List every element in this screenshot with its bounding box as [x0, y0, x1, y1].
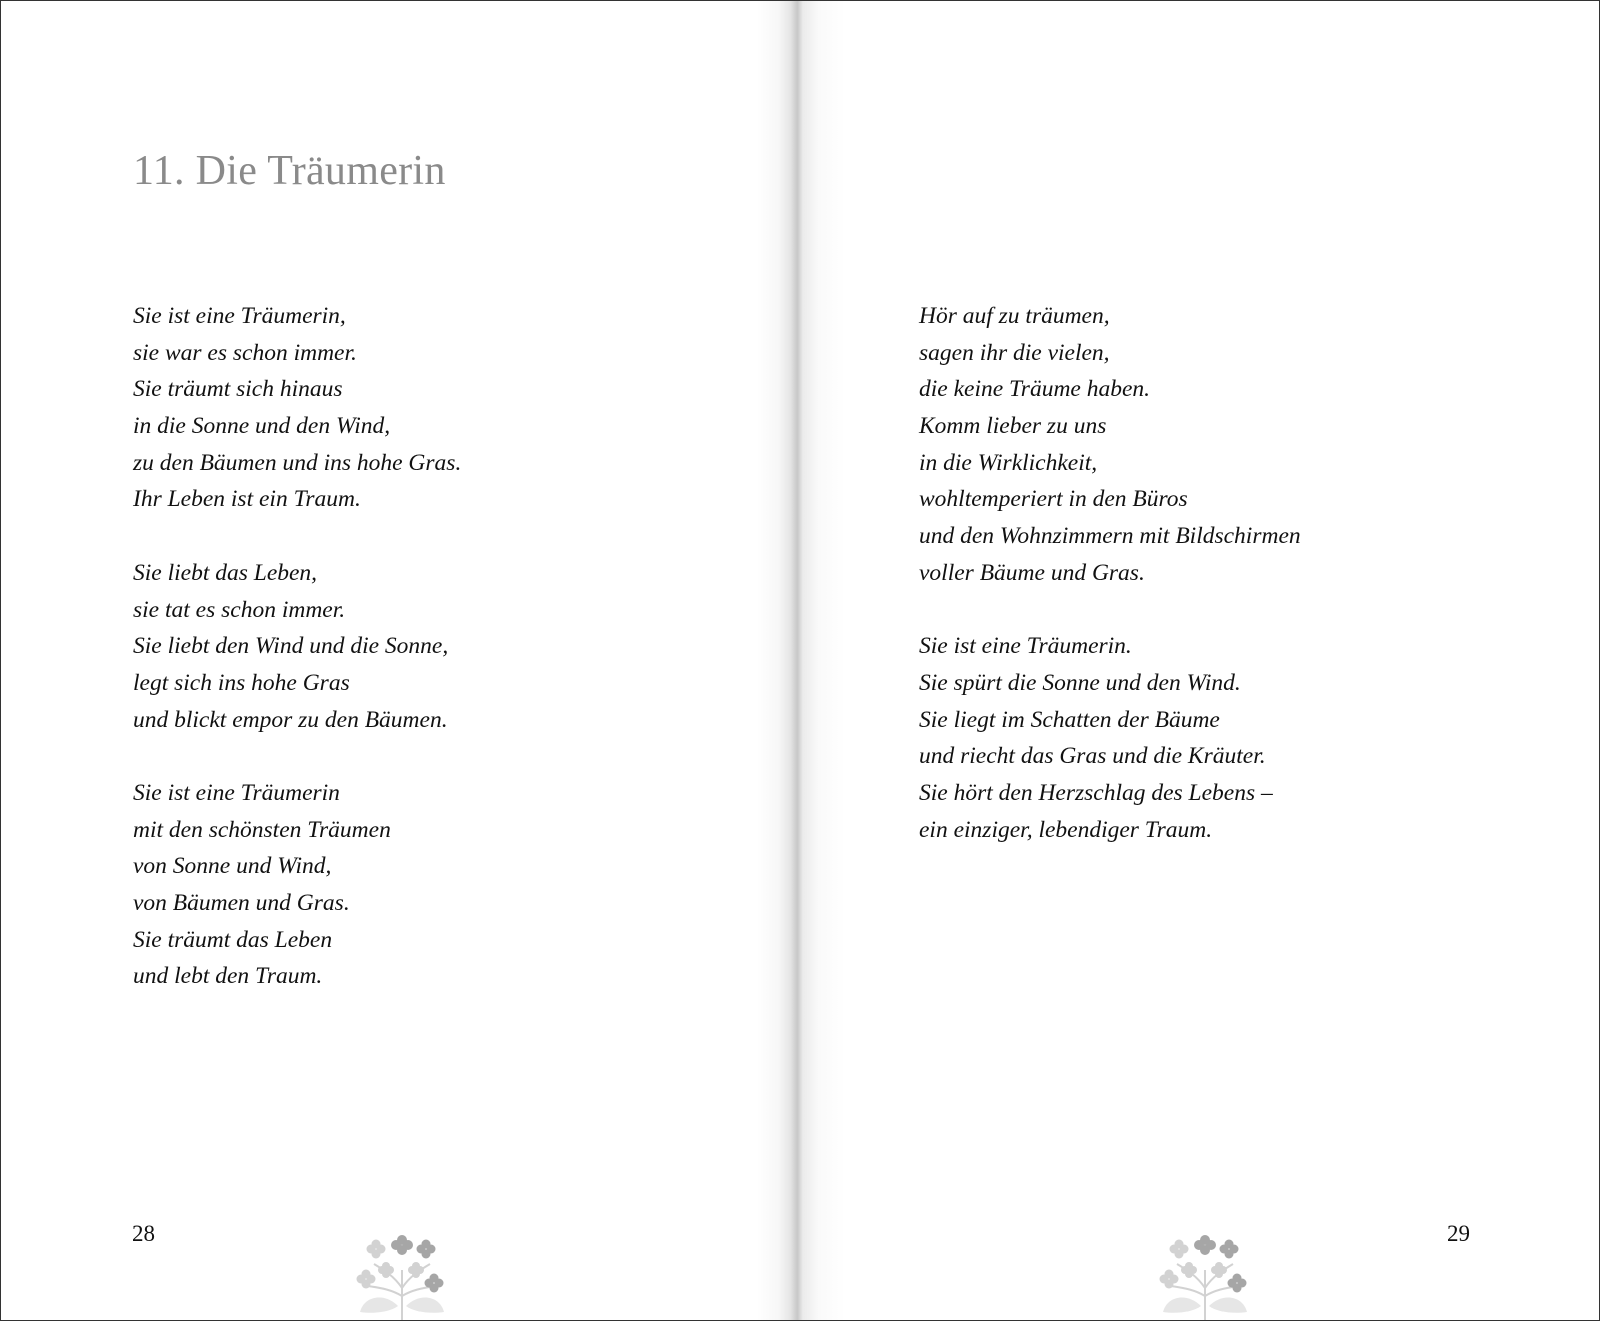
- stanza: [133, 298, 461, 518]
- poem-line: Ihr Leben ist ein Traum.: [133, 486, 361, 513]
- right-page: [791, 1, 1599, 1320]
- poem-line: in die Sonne und den Wind,: [133, 413, 391, 440]
- poem-line: Sie liebt den Wind und die Sonne,: [133, 633, 449, 660]
- left-page: [1, 1, 791, 1320]
- poem-line: ein einziger, lebendiger Traum.: [919, 816, 1213, 843]
- poem-line: sie tat es schon immer.: [133, 596, 346, 623]
- stanza: [919, 628, 1301, 848]
- stanza: [133, 555, 461, 738]
- poem-line: Hör auf zu träumen,: [919, 303, 1110, 329]
- poem-line: zu den Bäumen und ins hohe Gras.: [133, 449, 462, 476]
- poem-line: und blickt empor zu den Bäumen.: [133, 706, 448, 733]
- stanza: [919, 298, 1301, 592]
- poem-line: und den Wohnzimmern mit Bildschirmen: [919, 523, 1301, 550]
- poem-line: Sie spürt die Sonne und den Wind.: [919, 669, 1241, 696]
- poem-line: mit den schönsten Träumen: [133, 816, 391, 843]
- stanza: [133, 775, 461, 995]
- poem-line: voller Bäume und Gras.: [919, 559, 1145, 586]
- poem-line: und riecht das Gras und die Kräuter.: [919, 743, 1266, 770]
- poem-line: wohltemperiert in den Büros: [919, 486, 1188, 513]
- poem-line: von Bäumen und Gras.: [133, 890, 350, 916]
- poem-line: in die Wirklichkeit,: [919, 449, 1098, 476]
- poem-line: Sie hört den Herzschlag des Lebens –: [919, 779, 1273, 806]
- poem-line: Sie träumt sich hinaus: [133, 376, 343, 403]
- page-number: 29: [1447, 1221, 1470, 1246]
- poem-line: legt sich ins hohe Gras: [133, 669, 350, 696]
- poem-line: Sie ist eine Träumerin.: [919, 633, 1132, 660]
- poem-line: und lebt den Traum.: [133, 963, 323, 990]
- poem-line: Sie liegt im Schatten der Bäume: [919, 706, 1220, 733]
- flower-sprig-icon: [354, 1230, 450, 1321]
- poem-line: Komm lieber zu uns: [919, 413, 1107, 440]
- poem-line: sie war es schon immer.: [133, 339, 357, 366]
- poem-line: von Sonne und Wind,: [133, 853, 332, 880]
- poem-line: Sie träumt das Leben: [133, 926, 333, 953]
- page-number: 28: [132, 1221, 155, 1246]
- poem-title: 11. Die Träumerin: [133, 148, 446, 194]
- poem-left: [133, 298, 461, 1032]
- poem-line: Sie ist eine Träumerin,: [133, 303, 346, 329]
- poem-line: sagen ihr die vielen,: [919, 339, 1110, 366]
- poem-line: Sie ist eine Träumerin: [133, 779, 340, 806]
- flower-sprig-icon: [1157, 1230, 1253, 1321]
- poem-line: Sie liebt das Leben,: [133, 559, 318, 586]
- poem-right: [919, 298, 1301, 885]
- poem-line: die keine Träume haben.: [919, 376, 1151, 403]
